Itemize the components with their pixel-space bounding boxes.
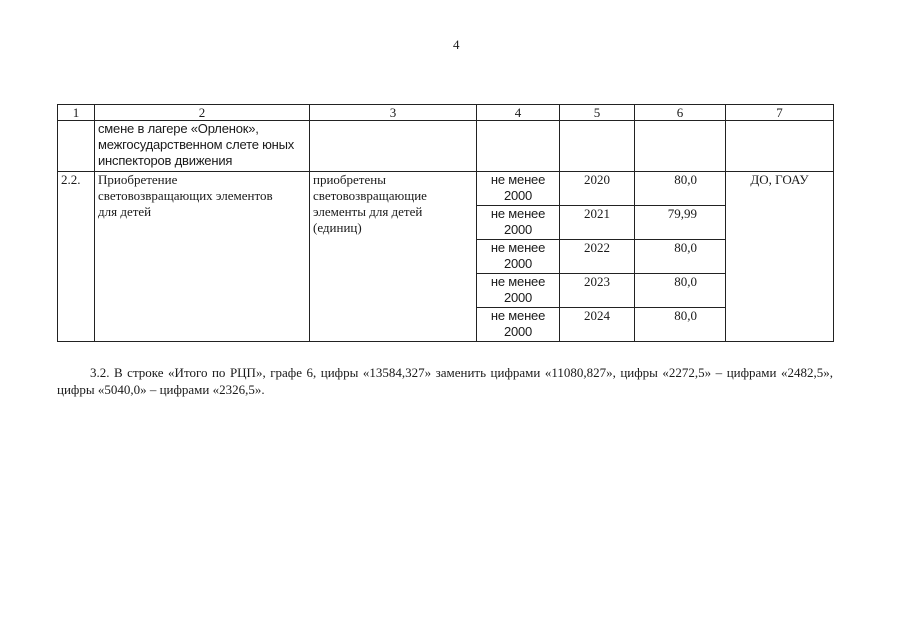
target-cell-2021 [477,206,560,240]
header-cell-5: 5 [560,105,635,121]
amount-cell-2023: 80,0 [635,274,726,308]
target-cell-2023 [477,274,560,308]
cont-cell-indicator [310,121,477,172]
cont-cell-executor [726,121,834,172]
item-executor: ДО, ГОАУ [726,172,834,342]
amount-cell-2020: 80,0 [635,172,726,206]
year-cell-2022: 2022 [560,240,635,274]
header-cell-2: 2 [95,105,310,121]
item-indicator-line: элементы для детей [313,204,423,219]
year-cell-2024: 2024 [560,308,635,342]
amount-cell-2024: 80,0 [635,308,726,342]
header-cell-4: 4 [477,105,560,121]
program-table [57,104,834,342]
amount-cell-2021: 79,99 [635,206,726,240]
item-indicator [310,172,477,342]
cont-cell-amount [635,121,726,172]
amendment-paragraph: 3.2. В строке «Итого по РЦП», графе 6, цифры «13584,327» заменить цифрами «11080,827», цифры «2272,5» – цифрами «2482,5», цифры «5040,0» – цифрами «2326,5». [57,365,833,397]
cont-line: межгосударственном слете юных [98,137,295,152]
header-cell-1: 1 [58,105,95,121]
target-text: не менее [490,240,546,255]
header-cell-3: 3 [310,105,477,121]
continuation-row [58,121,834,172]
target-value: 2000 [503,188,533,203]
target-value: 2000 [503,290,533,305]
page-number: 4 [453,37,460,52]
target-text: не менее [490,308,546,323]
target-text: не менее [490,172,546,187]
year-cell-2023: 2023 [560,274,635,308]
cont-cell-number [58,121,95,172]
item-indicator-line: световозвращающие [313,188,427,203]
target-cell-2020 [477,172,560,206]
cont-line: инспекторов движения [98,153,233,168]
item-indicator-line: (единиц) [313,220,362,235]
item-name-line: световозвращающих элементов [98,188,273,203]
target-value: 2000 [503,222,533,237]
year-cell-2021: 2021 [560,206,635,240]
target-value: 2000 [503,256,533,271]
cont-cell-name [95,121,310,172]
amount-cell-2022: 80,0 [635,240,726,274]
item-number: 2.2. [58,172,95,342]
cont-line: смене в лагере «Орленок», [98,121,259,136]
target-text: не менее [490,206,546,221]
item-row [58,172,834,206]
target-cell-2022 [477,240,560,274]
target-cell-2024 [477,308,560,342]
item-indicator-line: приобретены [313,172,386,187]
target-text: не менее [490,274,546,289]
year-cell-2020: 2020 [560,172,635,206]
cont-cell-target [477,121,560,172]
item-name-line: Приобретение [98,172,178,187]
item-name-line: для детей [98,204,152,219]
header-row [58,105,834,121]
header-cell-6: 6 [635,105,726,121]
cont-cell-year [560,121,635,172]
header-cell-7: 7 [726,105,834,121]
item-name [95,172,310,342]
target-value: 2000 [503,324,533,339]
